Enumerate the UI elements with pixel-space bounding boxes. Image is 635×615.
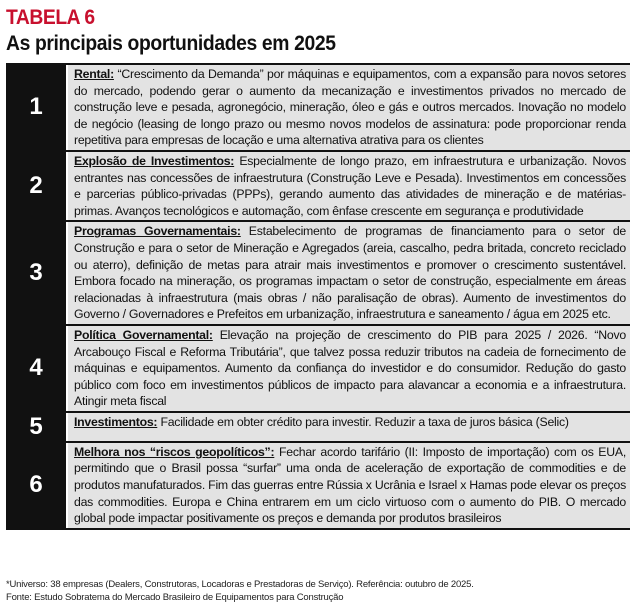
row-heading: Investimentos: <box>74 414 158 429</box>
table-row <box>6 152 630 222</box>
row-text <box>68 65 630 150</box>
row-number: 1 <box>6 65 68 150</box>
page-title: As principais oportunidades em 2025 <box>6 32 336 55</box>
opportunities-table <box>6 63 630 530</box>
table-row <box>6 222 630 326</box>
row-body: Fechar acordo tarifário (II: Imposto de importação) com os EUA, permitindo que o Brasil possa “surfar” uma onda de aceleração de exportação de commodities e de produtos manufaturados. Fim das guerras entre Rússia x Ucrânia e Israel x Hamas pode elevar os preços das commodities. Europa e China entrarem em um ciclo virtuoso com o aumento do PIB. O mercado global pode impactar positivamente os preços e demanda por produtos brasileiros <box>74 444 626 526</box>
row-number: 2 <box>6 152 68 220</box>
footnote-universe: *Universo: 38 empresas (Dealers, Construtoras, Locadoras e Prestadoras de Serviço). Referência: outubro de 2025. <box>6 579 474 590</box>
row-text <box>68 222 630 324</box>
row-number: 3 <box>6 222 68 324</box>
row-body: “Crescimento da Demanda” por máquinas e equipamentos, com a expansão para novos setores do mercado, podendo gerar o aumento da mecanização e investimentos privados no mercado de construção leve e pesada, agronegócio, mineração, óleo e gás e outros mercados. Inovação no modelo de negócio (leasing de longo prazo ou mesmo novos modelos de assinatura: pode proporcionar renda repetitiva para empresas de locação e uma alternativa atrativa para os clientes <box>74 67 626 148</box>
row-text <box>68 152 630 220</box>
row-number: 6 <box>6 443 68 528</box>
row-heading: Explosão de Investimentos: <box>74 153 235 168</box>
row-number: 4 <box>6 326 68 411</box>
row-body: Elevação na projeção de crescimento do PIB para 2025 / 2026. “Novo Arcabouço Fiscal e Reforma Tributária”, que talvez possa reduzir tributos na cadeia de fornecimento de máquinas e equipamentos. Aumento da confiança do investidor e do consumidor. Redução do gasto público com foco em investimentos públicos de impacto para alavancar a economia e a infraestrutura. Atingir meta fiscal <box>74 327 626 409</box>
row-number: 5 <box>6 413 68 441</box>
table-row <box>6 65 630 152</box>
row-text <box>68 413 630 441</box>
row-heading: Programas Governamentais: <box>74 224 241 239</box>
row-heading: Rental: <box>74 67 114 81</box>
footnote-source: Fonte: Estudo Sobratema do Mercado Brasileiro de Equipamentos para Construção <box>6 592 344 603</box>
row-heading: Melhora nos “riscos geopolíticos”: <box>74 444 275 459</box>
row-body: Facilidade em obter crédito para investir. Reduzir a taxa de juros básica (Selic) <box>157 414 569 429</box>
table-row <box>6 413 630 443</box>
row-text <box>68 443 630 528</box>
row-text <box>68 326 630 411</box>
row-body: Especialmente de longo prazo, em infraestrutura e urbanização. Novos entrantes nas concessões de infraestrutura (Construção Leve e Pesada). Investimentos em concessões e parcerias público-privadas (PPPs), gerando aumento das atividades de mineração e de matérias-primas. Avanços tecnológicos e automação, com ênfase crescente em segurança e produtividade <box>74 153 626 218</box>
table-row <box>6 326 630 413</box>
table-row <box>6 443 630 530</box>
table-label: TABELA 6 <box>6 6 95 29</box>
footnote <box>6 578 630 604</box>
row-body: Estabelecimento de programas de financiamento para o setor de Construção e para o setor de Mineração e Agregados (areia, cascalho, pedra britada, concreto reciclado ou aterro), definição de metas para atrair mais investimentos e promover o crescimento sustentável. Embora focado na mineração, os programas impactam o setor de construção, especialmente em áreas relacionadas à infraestrutura (mais obras / não paralisação de obras). Aumento de investimentos do Governo / Governadores e Prefeitos em urbanização, infraestrutura e saneamento / água em 2025 etc. <box>74 224 627 322</box>
row-heading: Política Governamental: <box>74 327 213 342</box>
